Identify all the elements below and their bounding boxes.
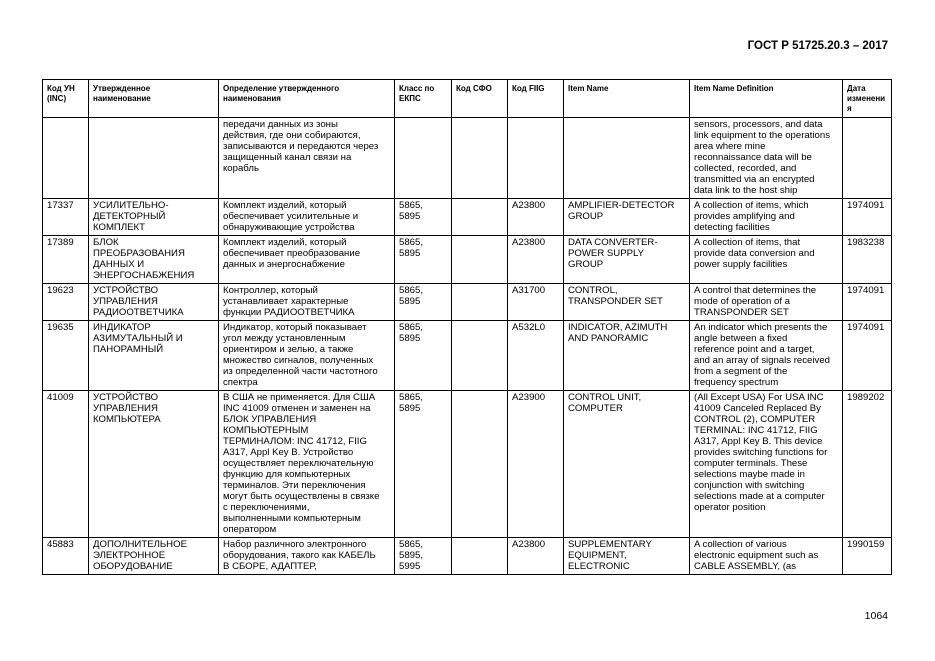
cell-fiig: A532L0 <box>508 321 564 391</box>
col-header-item-name: Item Name <box>564 80 690 118</box>
cell-inc: 45883 <box>43 538 89 575</box>
cell-class: 5865, 5895 <box>395 391 452 538</box>
cell-sfo <box>452 199 508 236</box>
table-row <box>43 321 892 391</box>
cell-item-definition: A collection of various electronic equipment such as CABLE ASSEMBLY, (as <box>690 538 843 575</box>
cell-definition-ru: В США не применяется. Для США INC 41009 отменен и заменен на БЛОК УПРАВЛЕНИЯ КОМПЬЮТЕРНЫМ ТЕРМИНАЛОМ: INC 41712, FIIG A317, Appl Key B. Устройство осуществляет переключательную функцию для компьютерных терминалов. Эти переключения могут быть осуществлены в связке с переключениями, выполненными компьютерным оператором <box>219 391 395 538</box>
cell-class: 5865, 5895 <box>395 321 452 391</box>
cell-name-ru: УСТРОЙСТВО УПРАВЛЕНИЯ РАДИООТВЕТЧИКА <box>89 284 219 321</box>
cell-definition-ru: Комплект изделий, который обеспечивает преобразование данных и энергоснабжение <box>219 236 395 284</box>
col-header-date: Дата изменения <box>843 80 892 118</box>
document-title: ГОСТ Р 51725.20.3 – 2017 <box>747 40 888 52</box>
header-row <box>43 80 892 118</box>
cell-definition-ru: Контроллер, который устанавливает характерные функции РАДИООТВЕТЧИКА <box>219 284 395 321</box>
cell-date: 1974091 <box>843 284 892 321</box>
cell-inc: 17389 <box>43 236 89 284</box>
cell-fiig: A23800 <box>508 236 564 284</box>
cell-item-name: CONTROL UNIT, COMPUTER <box>564 391 690 538</box>
cell-item-definition: (All Except USA) For USA INC 41009 Canceled Replaced By CONTROL (2), COMPUTER TERMINAL: INC 41712, FIIG A317, Appl Key B. This device provides switching functions for computer terminals. These selections maybe made in conjunction with switching selections made at a computer operator position <box>690 391 843 538</box>
col-header-fiig: Код FIIG <box>508 80 564 118</box>
cell-item-name: CONTROL, TRANSPONDER SET <box>564 284 690 321</box>
table-row <box>43 284 892 321</box>
col-header-sfo: Код СФО <box>452 80 508 118</box>
table-row <box>43 118 892 199</box>
cell-inc <box>43 118 89 199</box>
cell-fiig: A31700 <box>508 284 564 321</box>
cell-name-ru: УСТРОЙСТВО УПРАВЛЕНИЯ КОМПЬЮТЕРА <box>89 391 219 538</box>
cell-item-definition: A collection of items, that provide data conversion and power supply facilities <box>690 236 843 284</box>
table-row <box>43 236 892 284</box>
cell-sfo <box>452 118 508 199</box>
col-header-inc: Код УН (INC) <box>43 80 89 118</box>
cell-name-ru: УСИЛИТЕЛЬНО- ДЕТЕКТОРНЫЙ КОМПЛЕКТ <box>89 199 219 236</box>
cell-item-definition: A control that determines the mode of operation of a TRANSPONDER SET <box>690 284 843 321</box>
cell-definition-ru: Комплект изделий, который обеспечивает усилительные и обнаруживающие устройства <box>219 199 395 236</box>
cell-sfo <box>452 391 508 538</box>
cell-sfo <box>452 284 508 321</box>
cell-date: 1983238 <box>843 236 892 284</box>
col-header-definition-ru: Определение утвержденного наименования <box>219 80 395 118</box>
table-row <box>43 538 892 575</box>
cell-name-ru: ДОПОЛНИТЕЛЬНОЕ ЭЛЕКТРОННОЕ ОБОРУДОВАНИЕ <box>89 538 219 575</box>
cell-sfo <box>452 321 508 391</box>
cell-inc: 19623 <box>43 284 89 321</box>
cell-item-name <box>564 118 690 199</box>
cell-item-definition: A collection of items, which provides amplifying and detecting facilities <box>690 199 843 236</box>
cell-class <box>395 118 452 199</box>
cell-name-ru: ИНДИКАТОР АЗИМУТАЛЬНЫЙ И ПАНОРАМНЫЙ <box>89 321 219 391</box>
col-header-class: Класс по ЕКПС <box>395 80 452 118</box>
cell-fiig: A23900 <box>508 391 564 538</box>
cell-inc: 19635 <box>43 321 89 391</box>
col-header-name-ru: Утвержденное наименование <box>89 80 219 118</box>
cell-inc: 17337 <box>43 199 89 236</box>
cell-item-name: AMPLIFIER-DETECTOR GROUP <box>564 199 690 236</box>
cell-item-name: SUPPLEMENTARY EQUIPMENT, ELECTRONIC <box>564 538 690 575</box>
cell-item-name: DATA CONVERTER- POWER SUPPLY GROUP <box>564 236 690 284</box>
cell-class: 5865, 5895 <box>395 236 452 284</box>
cell-inc: 41009 <box>43 391 89 538</box>
table-row <box>43 391 892 538</box>
cell-date <box>843 118 892 199</box>
cell-definition-ru: Индикатор, который показывает угол между установленным ориентиром и зелью, а также множество сигналов, полученных из определенной части частотного спектра <box>219 321 395 391</box>
col-header-item-definition: Item Name Definition <box>690 80 843 118</box>
cell-date: 1974091 <box>843 321 892 391</box>
cell-item-definition: An indicator which presents the angle between a fixed reference point and a target, and an array of signals received from a segment of the frequency spectrum <box>690 321 843 391</box>
cell-item-name: INDICATOR, AZIMUTH AND PANORAMIC <box>564 321 690 391</box>
cell-name-ru <box>89 118 219 199</box>
cell-class: 5865, 5895, 5995 <box>395 538 452 575</box>
cell-fiig <box>508 118 564 199</box>
cell-fiig: A23800 <box>508 538 564 575</box>
cell-date: 1990159 <box>843 538 892 575</box>
cell-definition-ru: передачи данных из зоны действия, где они собираются, записываются и передаются через защищенный канал связи на корабль <box>219 118 395 199</box>
table-row <box>43 199 892 236</box>
cell-class: 5865, 5895 <box>395 199 452 236</box>
cell-sfo <box>452 538 508 575</box>
cell-definition-ru: Набор различного электронного оборудования, такого как КАБЕЛЬ В СБОРЕ, АДАПТЕР, <box>219 538 395 575</box>
cell-date: 1974091 <box>843 199 892 236</box>
cell-sfo <box>452 236 508 284</box>
nomenclature-table <box>42 79 892 575</box>
cell-item-definition: sensors, processors, and data link equipment to the operations area where mine reconnaissance data will be collected, recorded, and transmitted via an encrypted data link to the host ship <box>690 118 843 199</box>
cell-fiig: A23800 <box>508 199 564 236</box>
cell-name-ru: БЛОК ПРЕОБРАЗОВАНИЯ ДАННЫХ И ЭНЕРГОСНАБЖЕНИЯ <box>89 236 219 284</box>
cell-date: 1989202 <box>843 391 892 538</box>
page-number: 1064 <box>864 610 888 622</box>
cell-class: 5865, 5895 <box>395 284 452 321</box>
